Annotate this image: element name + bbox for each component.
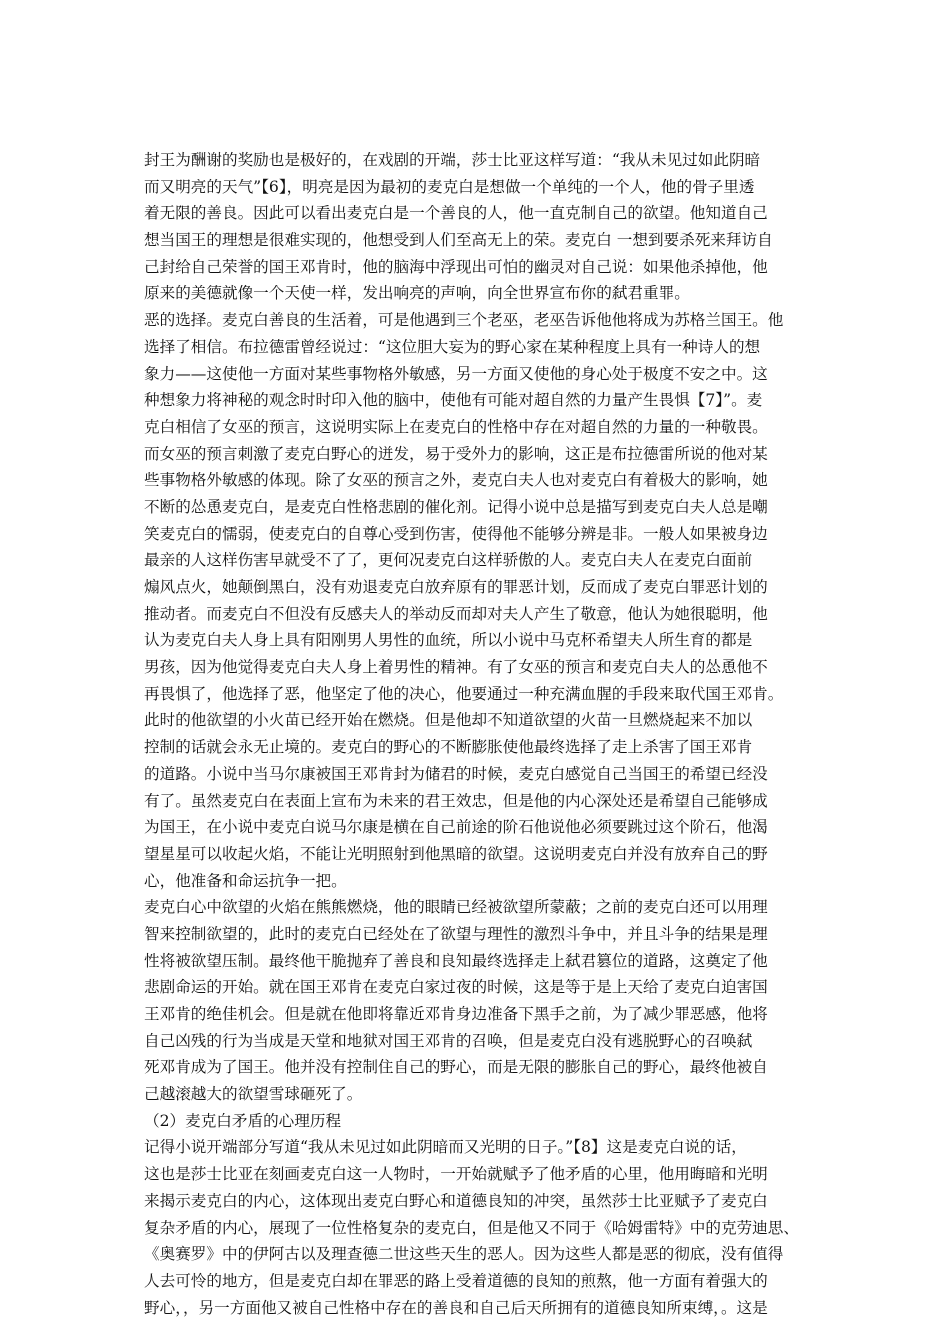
text-line: 性将被欲望压制。最终他干脆抛弃了善良和良知最终选择走上弑君篡位的道路，这奠定了他 <box>144 951 768 970</box>
text-line: 望星星可以收起火焰，不能让光明照射到他黑暗的欲望。这说明麦克白并没有放弃自己的野 <box>144 844 768 863</box>
text-line: 再畏惧了，他选择了恶，他坚定了他的决心，他要通过一种充满血腥的手段来取代国王邓肯。 <box>144 684 784 703</box>
text-line: 记得小说开端部分写道“我从未见过如此阴暗而又光明的日子。”【8】这是麦克白说的话， <box>144 1138 747 1157</box>
text-line: 原来的美德就像一个天使一样，发出响亮的声响，向全世界宣布你的弑君重罪。 <box>144 284 690 303</box>
text-line: 有了。虽然麦克白在表面上宣布为未来的君王效忠，但是他的内心深处还是希望自己能够成 <box>144 791 768 810</box>
document-body <box>144 147 812 1321</box>
text-line: 认为麦克白夫人身上具有阳刚男人男性的血统，所以小说中马克杯希望夫人所生育的都是 <box>144 631 753 650</box>
text-line: 煽风点火，她颠倒黑白，没有劝退麦克白放弃原有的罪恶计划，反而成了麦克白罪恶计划的 <box>144 578 768 596</box>
text-line: 王邓肯的绝佳机会。但是就在他即将靠近邓肯身边准备下黑手之前，为了减少罪恶感，他将 <box>144 1005 768 1023</box>
text-line: 来揭示麦克白的内心，这体现出麦克白野心和道德良知的冲突，虽然莎士比亚赋予了麦克白 <box>144 1191 768 1210</box>
text-line: 这也是莎士比亚在刻画麦克白这一人物时，一开始就赋予了他矛盾的心里，他用晦暗和光明 <box>144 1165 768 1184</box>
text-line: 推动者。而麦克白不但没有反感夫人的举动反而却对夫人产生了敬意，他认为她很聪明，他 <box>144 604 768 623</box>
text-line: 而女巫的预言刺激了麦克白野心的迸发，易于受外力的影响，这正是布拉德雷所说的他对某 <box>144 444 768 463</box>
text-line: 选择了相信。布拉德雷曾经说过：“这位胆大妄为的野心家在某种程度上具有一种诗人的想 <box>144 337 761 356</box>
text-line: 不断的怂恿麦克白，是麦克白性格悲剧的催化剂。记得小说中总是描写到麦克白夫人总是嘲 <box>144 497 768 516</box>
text-line: 些事物格外敏感的体现。除了女巫的预言之外，麦克白夫人也对麦克白有着极大的影响，她 <box>144 471 768 490</box>
text-line: 死邓肯成为了国王。他并没有控制住自己的野心，而是无限的膨胀自己的野心，最终他被自 <box>144 1058 768 1077</box>
text-line: 己越滚越大的欲望雪球砸死了。 <box>144 1085 363 1104</box>
text-line: 着无限的善良。因此可以看出麦克白是一个善良的人，他一直克制自己的欲望。他知道自己 <box>144 204 768 223</box>
text-line: 《奥赛罗》中的伊阿古以及理查德二世这些天生的恶人。因为这些人都是恶的彻底，没有值得 <box>144 1245 784 1264</box>
text-line: 为国王，在小说中麦克白说马尔康是横在自己前途的阶石他说他必须要跳过这个阶石，他渴 <box>144 818 768 837</box>
text-line: 复杂矛盾的内心，展现了一位性格复杂的麦克白，但是他又不同于《哈姆雷特》中的克劳迪思、 <box>144 1218 799 1237</box>
text-line: 悲剧命运的开始。就在国王邓肯在麦克白家过夜的时候，这是等于是上天给了麦克白迫害国 <box>144 978 768 997</box>
text-line: 控制的话就会永无止境的。麦克白的野心的不断膨胀使他最终选择了走上杀害了国王邓肯 <box>144 738 753 757</box>
text-line: 想当国王的理想是很难实现的，他想受到人们至高无上的荣。麦克白 一想到要杀死来拜访自 <box>144 231 773 250</box>
text-line: 麦克白心中欲望的火焰在熊熊燃烧，他的眼睛已经被欲望所蒙蔽；之前的麦克白还可以用理 <box>144 898 768 917</box>
text-line: 笑麦克白的懦弱，使麦克白的自尊心受到伤害，使得他不能够分辨是非。一般人如果被身边 <box>144 524 768 543</box>
text-line: 恶的选择。麦克白善良的生活着，可是他遇到三个老巫，老巫告诉他他将成为苏格兰国王。他 <box>144 311 784 330</box>
text-line: 智来控制欲望的，此时的麦克白已经处在了欲望与理性的激烈斗争中，并且斗争的结果是理 <box>144 924 768 943</box>
text-line: 的道路。小说中当马尔康被国王邓肯封为储君的时候，麦克白感觉自己当国王的希望已经没 <box>144 764 768 783</box>
text-line: 封王为酬谢的奖励也是极好的，在戏剧的开端，莎士比亚这样写道：“我从未见过如此阴暗 <box>144 151 761 169</box>
text-line: 此时的他欲望的小火苗已经开始在燃烧。但是他却不知道欲望的火苗一旦燃烧起来不加以 <box>144 711 753 730</box>
text-line: 种想象力将神秘的观念时时印入他的脑中，使他有可能对超自然的力量产生畏惧【7】”。麦 <box>144 391 763 410</box>
text-line: 克白相信了女巫的预言，这说明实际上在麦克白的性格中存在对超自然的力量的一种敬畏。 <box>144 417 768 436</box>
text-line: 己封给自己荣誉的国王邓肯时，他的脑海中浮现出可怕的幽灵对自己说：如果他杀掉他，他 <box>144 257 768 276</box>
text-line: 自己凶残的行为当成是天堂和地狱对国王邓肯的召唤，但是麦克白没有逃脱野心的召唤弑 <box>144 1031 753 1050</box>
text-line: 野心，，另一方面他又被自己性格中存在的善良和自己后天所拥有的道德良知所束缚，。这是 <box>144 1298 768 1317</box>
text-line: 心，他准备和命运抗争一把。 <box>144 871 347 890</box>
text-line: 而又明亮的天气”【6】，明亮是因为最初的麦克白是想做一个单纯的一个人，他的骨子里透 <box>144 177 755 196</box>
text-line: 男孩，因为他觉得麦克白夫人身上着男性的精神。有了女巫的预言和麦克白夫人的怂恿他不 <box>144 658 768 677</box>
text-line: 人去可怜的地方，但是麦克白却在罪恶的路上受着道德的良知的煎熬，他一方面有着强大的 <box>144 1271 768 1290</box>
text-line: 象力——这使他一方面对某些事物格外敏感，另一方面又使他的身心处于极度不安之中。这 <box>144 364 768 383</box>
text-line: 最亲的人这样伤害早就受不了了，更何况麦克白这样骄傲的人。麦克白夫人在麦克白面前 <box>144 551 753 570</box>
text-line: （2）麦克白矛盾的心理历程 <box>144 1111 342 1130</box>
